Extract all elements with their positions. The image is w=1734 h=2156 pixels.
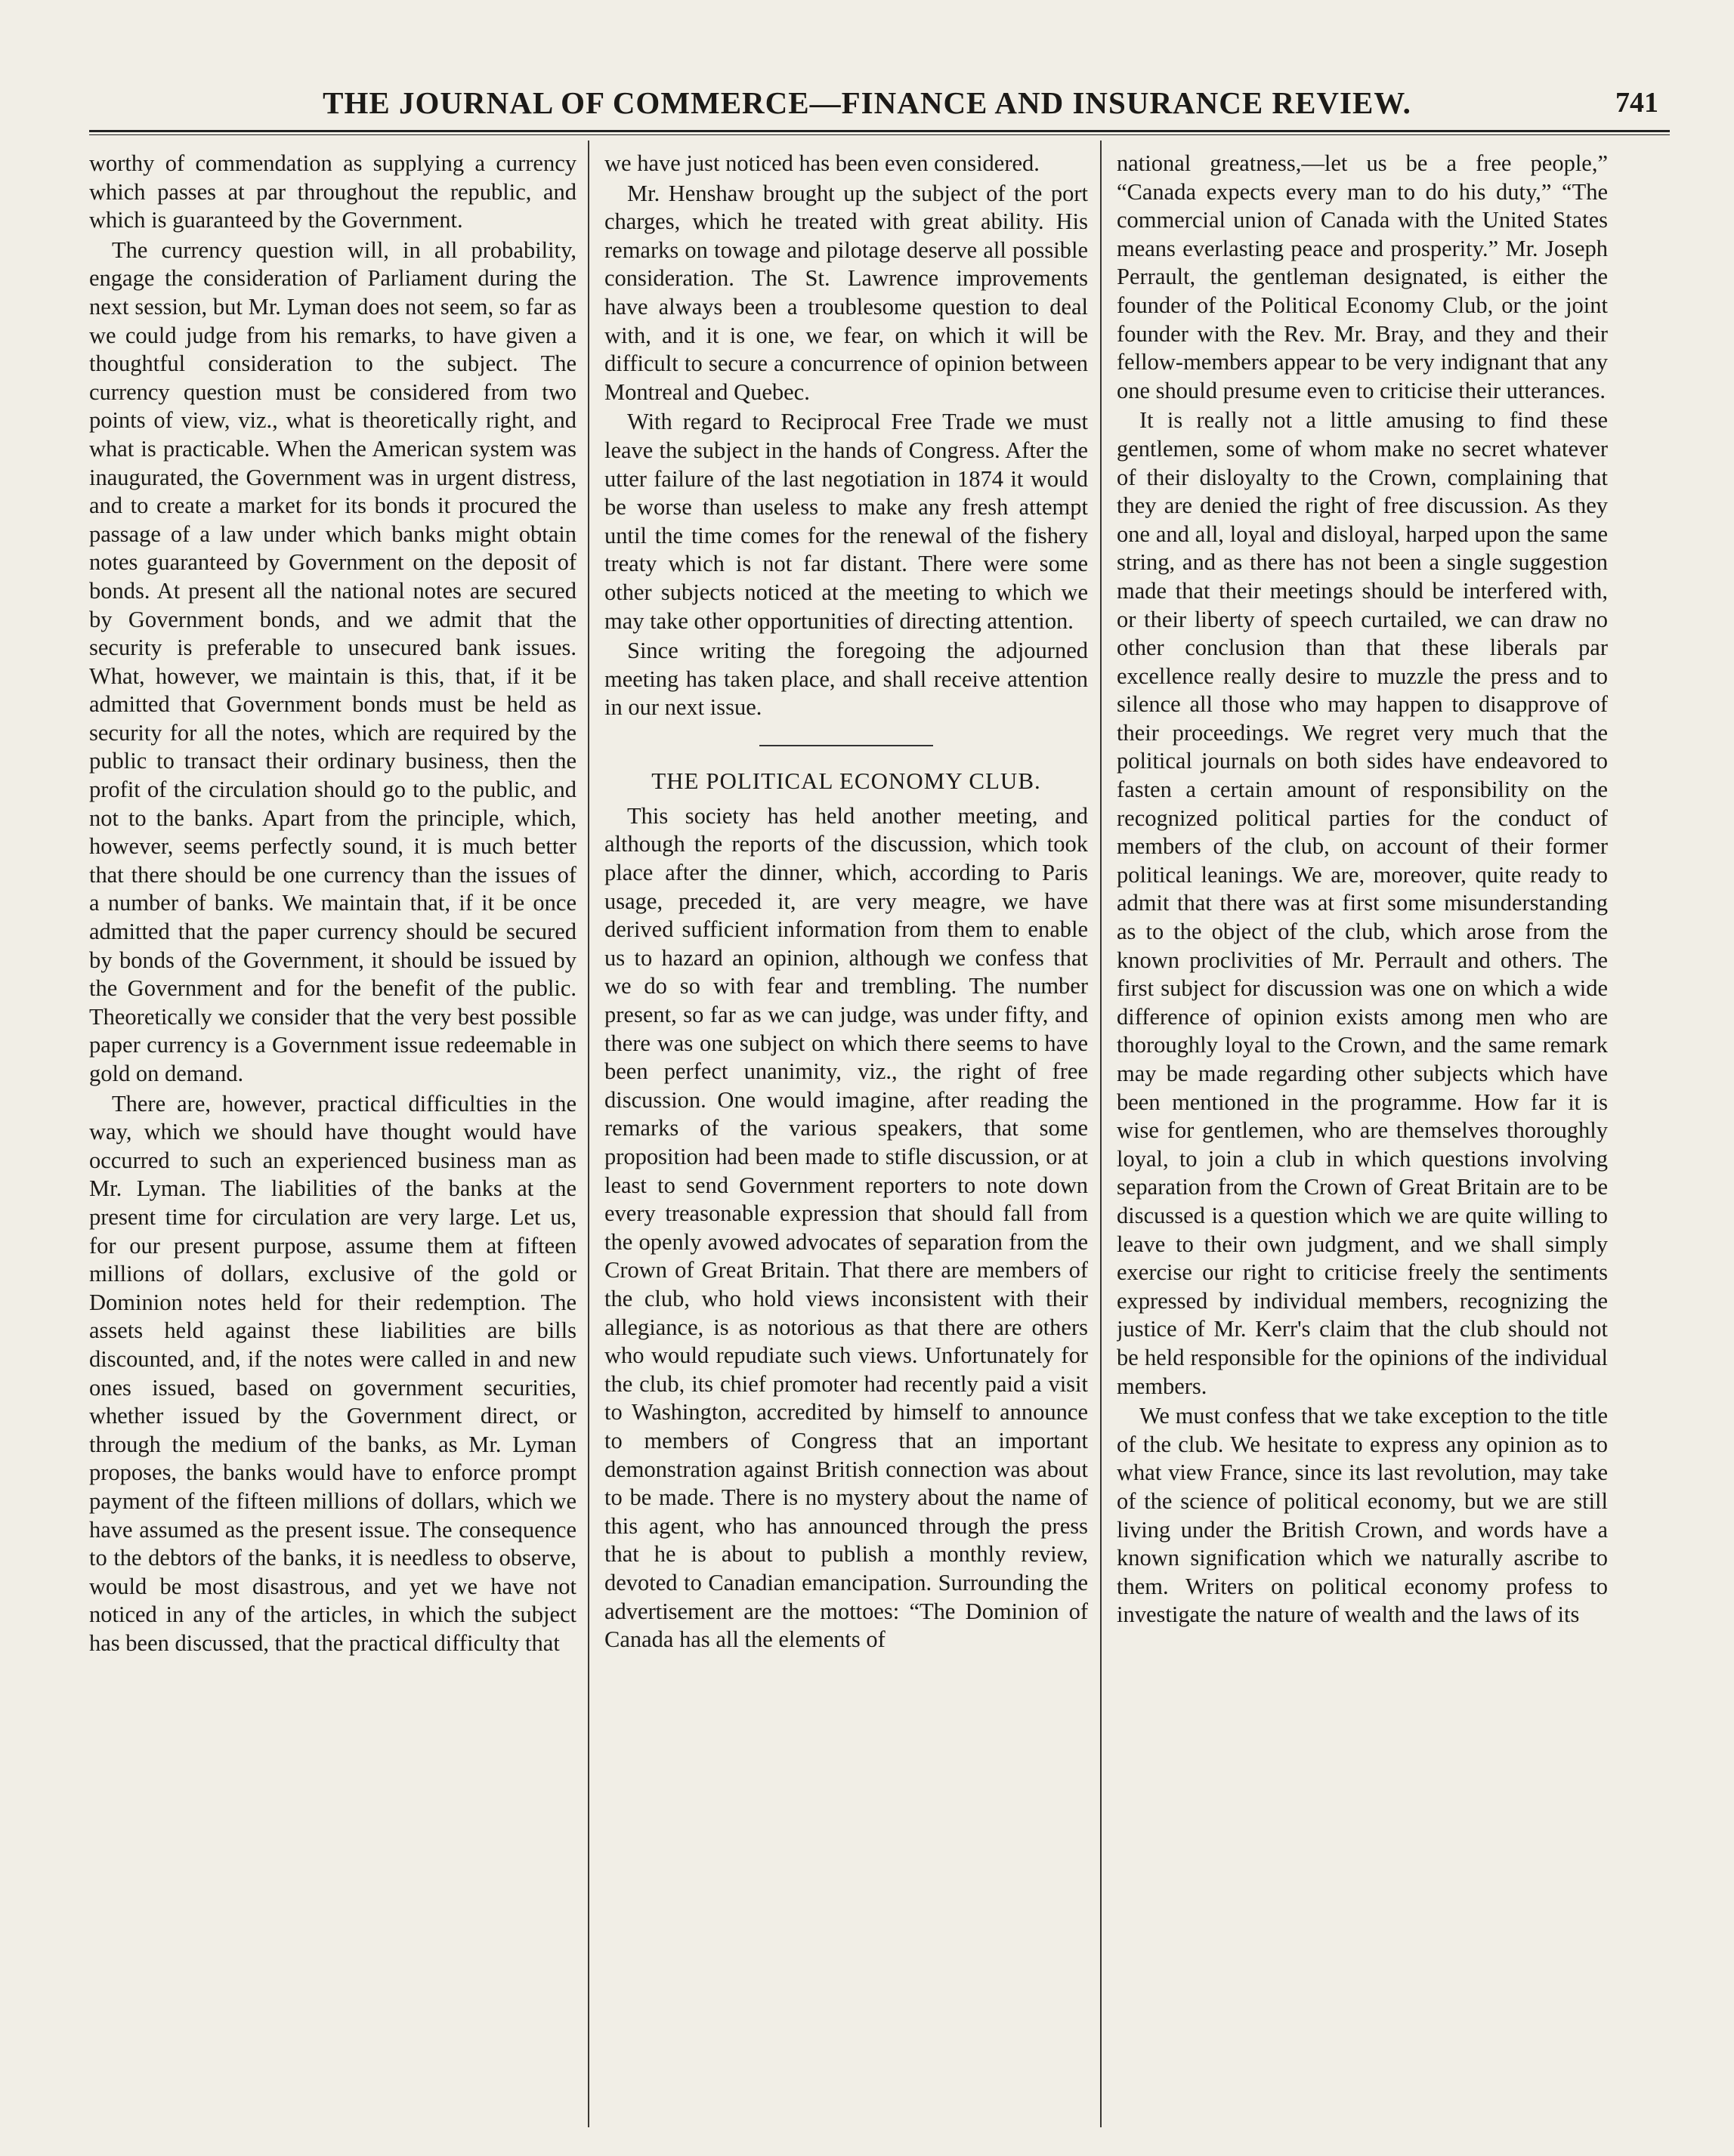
section-separator bbox=[759, 745, 933, 746]
paragraph: It is really not a little amusing to find these gentlemen, some of whom make no secret whatever of their disloyalty to the Crown, complaining that they are denied the right of free discussion. As they one and all, loyal and disloyal, harped upon the same string, and as there has not been a single suggestion made that their meetings should be interfered with, or their liberty of speech curtailed, we can draw no other conclusion than that these liberals par excellence really desire to muzzle the press and to silence all those who may happen to disapprove of their proceedings. We regret very much that the political journals on both sides have endeavored to fasten a certain amount of responsibility on the recognized political parties for the conduct of members of the club, on account of their former political leanings. We are, moreover, quite ready to admit that there was at first some misunderstanding as to the object of the club, which arose from the known proclivities of Mr. Perrault and others. The first subject for discussion was one on which a wide difference of opinion exists among men who are thoroughly loyal to the Crown, and the same remark may be made regarding other subjects which have been mentioned in the programme. How far it is wise for gentlemen, who are themselves thoroughly loyal, to join a club in which questions involving separation from the Crown of Great Britain are to be discussed is a question which we are quite willing to leave to their own judgment, and we shall simply exercise our right to criticise freely the sentiments expressed by individual members, recognizing the justice of Mr. Kerr's claim that the club should not be held responsible for the opinions of the individual members. bbox=[1117, 407, 1608, 1399]
paragraph: national greatness,—let us be a free people,” “Canada expects every man to do his duty,” “The commercial union of Canada with the United States means everlasting peace and prosperity.” Mr. Joseph Perrault, the gentleman designated, is either the founder of the Political Economy Club, or the joint founder with the Rev. Mr. Bray, and they and their fellow-members appear to be very indignant that any one should presume even to criticise their utterances. bbox=[1117, 150, 1608, 403]
paragraph: With regard to Reciprocal Free Trade we must leave the subject in the hands of Congress. After the utter failure of the last negotiation in 1874 it would be worse than useless to make any fresh attempt until the time comes for the renewal of the fishery treaty which is not far distant. There were some other subjects noticed at the meeting to which we may take other opportunities of directing attention. bbox=[604, 409, 1088, 634]
column-3 bbox=[1117, 150, 1608, 2121]
paragraph: worthy of commendation as supplying a currency which passes at par throughout the republic, and which is guaranteed by the Government. bbox=[89, 150, 576, 233]
paragraph: The currency question will, in all probability, engage the consideration of Parliament during the next session, but Mr. Lyman does not seem, so far as we could judge from his remarks, to have given a thoughtful consideration to the subject. The currency question must be considered from two points of view, viz., what is theoretically right, and what is practicable. When the American system was inaugurated, the Government was in urgent distress, and to create a market for its bonds it procured the passage of a law under which banks might obtain notes guaranteed by Government on the deposit of bonds. At present all the national notes are secured by Government bonds, and we admit that the security is preferable to unsecured bank issues. What, however, we maintain is this, that, if it be admitted that Government bonds must be held as security for all the notes, which are required by the public to transact their ordinary business, then the profit of the circulation should go to the public, and not to the banks. Apart from the principle, which, however, seems perfectly sound, it is much better that there should be one currency than the issues of a number of banks. We maintain that, if it be once admitted that the paper currency should be secured by bonds of the Government, it should be issued by the Government and for the benefit of the public. Theoretically we consider that the very best possible paper currency is a Government issue redeemable in gold on demand. bbox=[89, 236, 576, 1086]
masthead bbox=[76, 85, 1658, 130]
column-2 bbox=[604, 150, 1088, 2121]
running-title: THE JOURNAL OF COMMERCE—FINANCE AND INSURANCE REVIEW. bbox=[323, 85, 1411, 120]
column-divider bbox=[1100, 141, 1102, 2127]
paragraph: There are, however, practical difficulties in the way, which we should have thought would have occurred to such an experienced business man as Mr. Lyman. The liabilities of the banks at the present time for circulation are very large. Let us, for our present purpose, assume them at fifteen millions of dollars, exclusive of the gold or Dominion notes held for their redemption. The assets held against these liabilities are bills discounted, and, if the notes were called in and new ones issued, based on government securities, whether issued by the Government direct, or through the medium of the banks, as Mr. Lyman proposes, the banks would have to enforce prompt payment of the fifteen millions of dollars, which we have assumed as the present issue. The consequence to the debtors of the banks, it is needless to observe, would be most disastrous, and yet we have not noticed in any of the articles, in which the subject has been discussed, that the practical difficulty that bbox=[89, 1090, 576, 1656]
header-rule-thin bbox=[89, 134, 1670, 135]
paragraph: We must confess that we take exception to the title of the club. We hesitate to express any opinion as to what view France, since its last revolution, may take of the science of political economy, but we are still living under the British Crown, and words have a known signification which we naturally ascribe to them. Writers on political economy profess to investigate the nature of wealth and the laws of its bbox=[1117, 1403, 1608, 1628]
section-heading: THE POLITICAL ECONOMY CLUB. bbox=[651, 767, 1041, 794]
header-rule bbox=[89, 130, 1670, 132]
paragraph: we have just noticed has been even considered. bbox=[604, 150, 1040, 176]
column-1 bbox=[89, 150, 576, 2121]
paragraph: Mr. Henshaw brought up the subject of the port charges, which he treated with great ability. His remarks on towage and pilotage deserve all possible consideration. The St. Lawrence improvements have always been a troublesome question to deal with, and it is one, we fear, on which it will be difficult to secure a concurrence of opinion between Montreal and Quebec. bbox=[604, 180, 1088, 405]
paragraph: This society has held another meeting, and although the reports of the discussion, which took place after the dinner, which, according to Paris usage, preceded it, are very meagre, we have derived sufficient information from them to enable us to hazard an opinion, although we confess that we do so with fear and trembling. The number present, so far as we can judge, was under fifty, and there was one subject on which there seems to have been perfect unanimity, viz., the right of free discussion. One would imagine, after reading the remarks of the various speakers, that some proposition had been made to stifle discussion, or at least to send Government reporters to note down every treasonable expression that should fall from the openly avowed advocates of separation from the Crown of Great Britain. That there are members of the club, who hold views inconsistent with their allegiance, is as notorious as that there are others who would repudiate such views. Unfortunately for the club, its chief promoter had recently paid a visit to Washington, accredited by himself to announce to members of Congress that an important demonstration against British connection was about to be made. There is no mystery about the name of this agent, who has announced through the press that he is about to publish a monthly review, devoted to Canadian emancipation. Surrounding the advertisement are the mottoes: “The Dominion of Canada has all the elements of bbox=[604, 802, 1088, 1653]
column-divider bbox=[588, 141, 589, 2127]
page-number: 741 bbox=[1615, 87, 1658, 119]
paragraph: Since writing the foregoing the adjourned meeting has taken place, and shall receive attention in our next issue. bbox=[604, 638, 1088, 721]
